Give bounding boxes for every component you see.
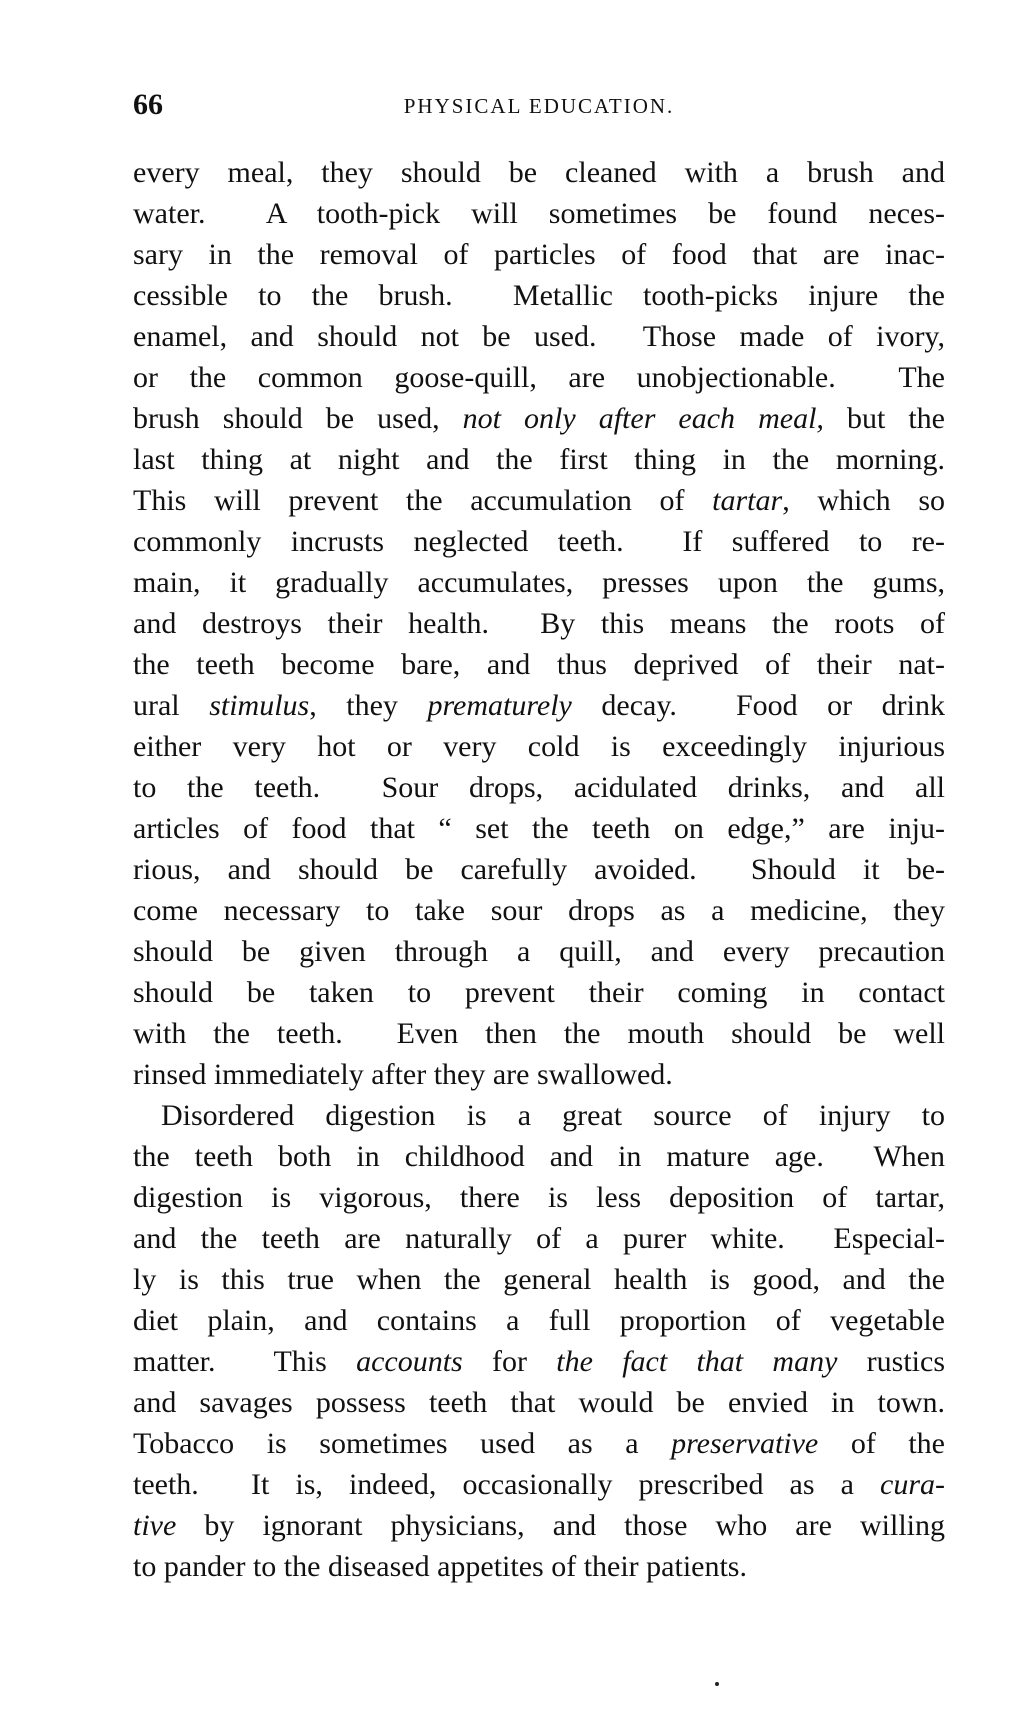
text-line	[133, 275, 945, 316]
text-segment: This will prevent the accumulation of	[133, 484, 713, 517]
text-line	[133, 1136, 945, 1177]
text-line	[133, 1423, 945, 1464]
text-line	[133, 1177, 945, 1218]
text-line	[133, 1013, 945, 1054]
text-segment: , they	[309, 689, 428, 722]
text-line	[133, 193, 945, 234]
text-segment: rinsed immediately after they are swallowed.	[133, 1058, 673, 1091]
text-line	[133, 603, 945, 644]
page-number: 66	[133, 88, 163, 121]
text-segment: of the	[818, 1427, 945, 1460]
text-segment: articles of food that “ set the teeth on edge,” are inju-	[133, 812, 945, 845]
text-segment: either very hot or very cold is exceedingly injurious	[133, 730, 945, 763]
text-segment: every meal, they should be cleaned with a brush and	[133, 156, 945, 189]
text-line	[133, 890, 945, 931]
text-segment: and the teeth are naturally of a purer white. Especial-	[133, 1222, 945, 1255]
text-line	[133, 808, 945, 849]
text-segment: , which so	[782, 484, 945, 517]
text-segment: water. A tooth-pick will sometimes be found neces-	[133, 197, 945, 230]
text-segment: cessible to the brush. Metallic tooth-picks injure the	[133, 279, 945, 312]
text-segment: teeth. It is, indeed, occasionally prescribed as a	[133, 1468, 881, 1501]
italic-text: not only after each meal,	[462, 402, 824, 435]
italic-text: tartar	[712, 484, 783, 517]
text-line	[133, 767, 945, 808]
text-line	[133, 726, 945, 767]
text-line	[133, 849, 945, 890]
text-line	[133, 644, 945, 685]
text-line	[133, 398, 945, 439]
text-segment: should be taken to prevent their coming in contact	[133, 976, 945, 1009]
ink-speck	[715, 1682, 719, 1686]
text-segment: should be given through a quill, and every precaution	[133, 935, 945, 968]
text-line	[133, 357, 945, 398]
italic-text: the fact that many	[556, 1345, 838, 1378]
text-segment: the teeth both in childhood and in mature age. When	[133, 1140, 945, 1173]
text-line	[133, 1054, 945, 1095]
text-segment: rustics	[837, 1345, 946, 1378]
italic-text: cura-	[880, 1468, 945, 1501]
text-segment: and destroys their health. By this means the roots of	[133, 607, 945, 640]
italic-text: tive	[133, 1509, 177, 1542]
text-segment: but the	[823, 402, 945, 435]
text-line	[133, 439, 945, 480]
text-segment: digestion is vigorous, there is less deposition of tartar,	[133, 1181, 945, 1214]
text-segment: for	[462, 1345, 557, 1378]
text-segment: come necessary to take sour drops as a medicine, they	[133, 894, 945, 927]
text-segment: the teeth become bare, and thus deprived of their nat-	[133, 648, 945, 681]
text-segment: rious, and should be carefully avoided. Should it be-	[133, 853, 945, 886]
text-line	[133, 1341, 945, 1382]
text-segment: main, it gradually accumulates, presses upon the gums,	[133, 566, 945, 599]
text-line	[133, 234, 945, 275]
italic-text: accounts	[356, 1345, 463, 1378]
text-segment: ly is this true when the general health is good, and the	[133, 1263, 945, 1296]
text-line	[133, 152, 945, 193]
text-line	[133, 1382, 945, 1423]
text-segment: with the teeth. Even then the mouth should be well	[133, 1017, 945, 1050]
text-line	[133, 480, 945, 521]
text-segment: Tobacco is sometimes used as a	[133, 1427, 672, 1460]
text-segment: to the teeth. Sour drops, acidulated drinks, and all	[133, 771, 945, 804]
text-segment: brush should be used,	[133, 402, 463, 435]
text-line	[133, 1546, 945, 1587]
italic-text: stimulus	[209, 689, 310, 722]
text-line	[133, 562, 945, 603]
text-segment: to pander to the diseased appetites of their patients.	[133, 1550, 747, 1583]
running-header	[133, 88, 945, 128]
text-segment: diet plain, and contains a full proportion of vegetable	[133, 1304, 945, 1337]
text-line	[133, 1218, 945, 1259]
text-line	[133, 931, 945, 972]
text-line	[133, 521, 945, 562]
text-segment: decay. Food or drink	[571, 689, 946, 722]
text-line	[133, 1300, 945, 1341]
text-line	[133, 685, 945, 726]
text-line	[133, 972, 945, 1013]
text-line	[133, 1259, 945, 1300]
text-segment: and savages possess teeth that would be envied in town.	[133, 1386, 945, 1419]
text-segment: or the common goose-quill, are unobjectionable. The	[133, 361, 945, 394]
text-segment: enamel, and should not be used. Those made of ivory,	[133, 320, 945, 353]
text-segment: ural	[133, 689, 210, 722]
text-segment: last thing at night and the first thing in the morning.	[133, 443, 945, 476]
text-segment: sary in the removal of particles of food that are inac-	[133, 238, 945, 271]
text-line	[133, 1095, 945, 1136]
body-text	[133, 152, 945, 1587]
text-segment: matter. This	[133, 1345, 357, 1378]
italic-text: prematurely	[427, 689, 572, 722]
text-line	[133, 1505, 945, 1546]
text-line	[133, 316, 945, 357]
text-segment: by ignorant physicians, and those who are willing	[176, 1509, 945, 1542]
text-segment: Disordered digestion is a great source of injury to	[161, 1099, 945, 1132]
text-line	[133, 1464, 945, 1505]
running-title: PHYSICAL EDUCATION.	[403, 94, 675, 118]
text-segment: commonly incrusts neglected teeth. If suffered to re-	[133, 525, 945, 558]
italic-text: preservative	[671, 1427, 819, 1460]
